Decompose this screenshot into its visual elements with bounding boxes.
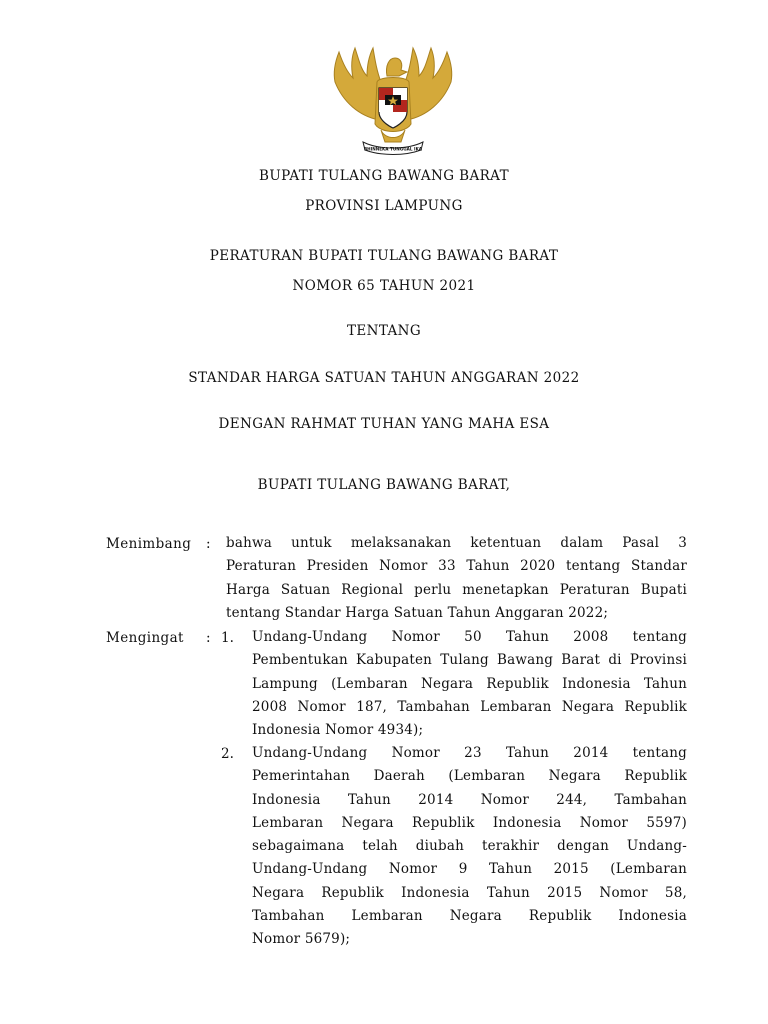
garuda-emblem-icon bbox=[329, 42, 457, 158]
regent-title: BUPATI TULANG BAWANG BARAT bbox=[259, 168, 509, 184]
mengingat-item-number: 1. bbox=[221, 630, 234, 646]
regulation-title: PERATURAN BUPATI TULANG BAWANG BARAT bbox=[209, 248, 559, 264]
blessing-line: DENGAN RAHMAT TUHAN YANG MAHA ESA bbox=[218, 416, 550, 432]
about-label: TENTANG bbox=[346, 323, 422, 339]
menimbang-text: bahwa untuk melaksanakan ketentuan dalam Pasal 3 Peraturan Presiden Nomor 33 Tahun 2020 tentang Standar Harga Satuan Regional perlu menetapkan Peraturan Bupati tentang Standar Harga Satuan Tahun Anggaran 2022; bbox=[226, 535, 687, 621]
province-title: PROVINSI LAMPUNG bbox=[305, 198, 463, 214]
mengingat-item-text: Undang-Undang Nomor 50 Tahun 2008 tentang Pembentukan Kabupaten Tulang Bawang Barat di Provinsi Lampung (Lembaran Negara Republik Indonesia Tahun 2008 Nomor 187, Tambahan Lembaran Negara Republik Indonesia Nomor 4934); bbox=[252, 629, 687, 739]
mengingat-colon: : bbox=[206, 630, 211, 646]
mengingat-label: Mengingat bbox=[106, 630, 184, 646]
emblem-motto: BHINNEKA TUNGGAL IKA bbox=[363, 146, 423, 152]
mengingat-item-number: 2. bbox=[221, 746, 234, 762]
regent-signatory: BUPATI TULANG BAWANG BARAT, bbox=[257, 477, 511, 493]
regulation-subject: STANDAR HARGA SATUAN TAHUN ANGGARAN 2022 bbox=[188, 370, 580, 386]
menimbang-label: Menimbang bbox=[106, 536, 192, 552]
regulation-number: NOMOR 65 TAHUN 2021 bbox=[292, 278, 476, 294]
menimbang-colon: : bbox=[206, 536, 211, 552]
mengingat-item-text: Undang-Undang Nomor 23 Tahun 2014 tentang Pemerintahan Daerah (Lembaran Negara Republik Indonesia Tahun 2014 Nomor 244, Tambahan Lembaran Negara Republik Indonesia Nomor 5597) sebagaimana telah diubah terakhir dengan Undang- Undang-Undang Nomor 9 Tahun 2015 (Lembaran Negara Republik Indonesia Tahun 2015 Nomor 58, Tambahan Lembaran Negara Republik Indonesia Nomor 5679); bbox=[252, 745, 687, 948]
